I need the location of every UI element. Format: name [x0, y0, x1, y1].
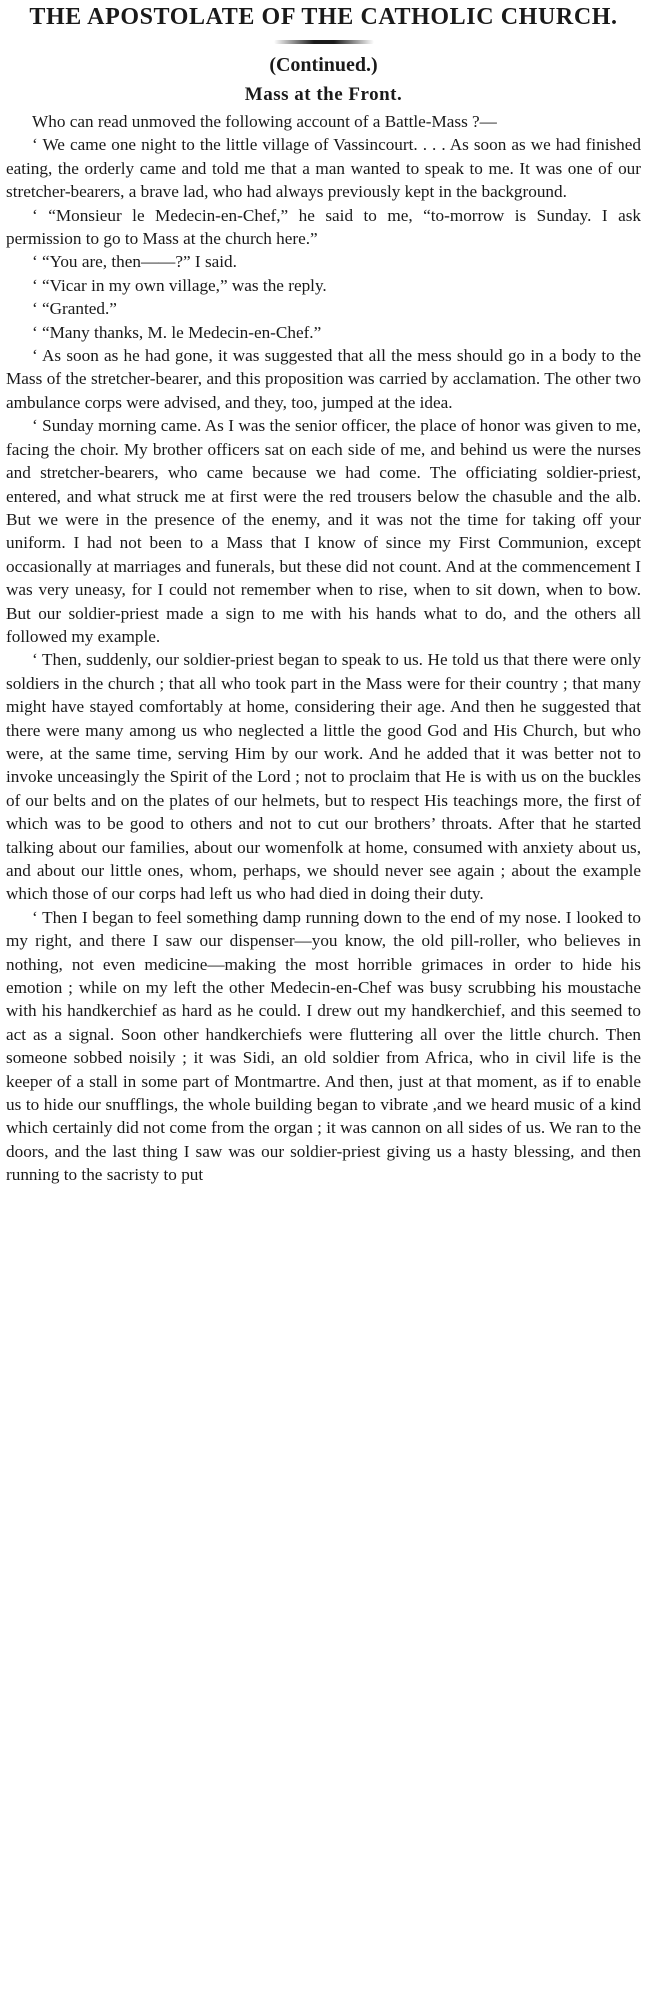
paragraph: ‘ “Monsieur le Medecin-en-Chef,” he said to me, “to-morrow is Sunday. I ask permission to go to Mass at the church here.”: [6, 205, 641, 249]
section-heading: Mass at the Front.: [244, 84, 403, 105]
title-divider: [274, 40, 374, 44]
paragraph: ‘ “Vicar in my own village,” was the reply.: [32, 275, 327, 295]
paragraph: ‘ “Many thanks, M. le Medecin-en-Chef.”: [32, 322, 322, 342]
article-title: THE APOSTOLATE OF THE CATHOLIC CHURCH.: [29, 4, 618, 30]
paragraph-intro: Who can read unmoved the following account of a Battle-Mass ?—: [32, 112, 497, 131]
paragraph: ‘ Then I began to feel something damp running down to the end of my nose. I looked to my right, and there I saw our dispenser—you know, the old pill-roller, who believes in nothing, not even medicine—making the most horrible grimaces in order to hide his emotion ; while on my left the other Medecin-en-Chef was busy scrubbing his moustache with his handkerchief as hard as he could. I drew out my handkerchief, and this seemed to act as a signal. Soon other handkerchiefs were fluttering all over the little church. Then someone sobbed noisily ; it was Sidi, an old soldier from Africa, who in civil life is the keeper of a stall in some part of Montmartre. And then, just at that moment, as if to enable us to hide our snufflings, the whole building began to vibrate ,and we heard music of a kind which certainly did not come from the organ ; it was cannon on all sides of us. We ran to the doors, and the last thing I saw was our soldier-priest giving us a hasty blessing, and then running to the sacristy to put: [6, 907, 641, 1185]
paragraph: ‘ We came one night to the little village of Vassincourt. . . . As soon as we had finished eating, the orderly came and told me that a man wanted to speak to me. It was one of our stretcher-bearers, a brave lad, who had always previously kept in the background.: [6, 135, 641, 202]
paragraph: ‘ As soon as he had gone, it was suggested that all the mess should go in a body to the Mass of the stretcher-bearer, and this proposition was carried by acclamation. The other two ambulance corps were advised, and they, too, jumped at the idea.: [6, 346, 641, 412]
paragraph: ‘ Sunday morning came. As I was the senior officer, the place of honor was given to me, facing the choir. My brother officers sat on each side of me, and behind us were the nurses and stretcher-bearers, who came because we had come. The officiating soldier-priest, entered, and what struck me at first were the red trousers below the chasuble and the alb. But we were in the presence of the enemy, and it was not the time for taking off your uniform. I had not been to a Mass that I know of since my First Communion, except occasionally at marriages and funerals, but these did not count. And at the commencement I was very uneasy, for I could not remember when to rise, when to sit down, when to bow. But our soldier-priest made a sign to me with his hands what to do, and the others all followed my example.: [6, 416, 641, 646]
paragraph: ‘ “Granted.”: [32, 299, 117, 319]
paragraph: ‘ Then, suddenly, our soldier-priest began to speak to us. He told us that there were only soldiers in the church ; that all who took part in the Mass were for their country ; that many might have stayed comfortably at home, considering their age. And then he suggested that there were many among us who neglected a little the good God and His Church, but who were, at the same time, serving Him by our work. And he added that it was better not to invoke unceasingly the Spirit of the Lord ; not to proclaim that He is with us on the buckles of our belts and on the plates of our helmets, but to respect His teachings more, the first of which was to be good to others and not to cut our brothers’ throats. After that he started talking about our families, about our womenfolk at home, consumed with anxiety about us, and about our little ones, whom, perhaps, we should never see again ; about the example which those of our corps had left us who had died in doing their duty.: [6, 650, 641, 904]
continued-label: (Continued.): [269, 54, 378, 76]
paragraph: ‘ “You are, then——?” I said.: [32, 252, 237, 272]
